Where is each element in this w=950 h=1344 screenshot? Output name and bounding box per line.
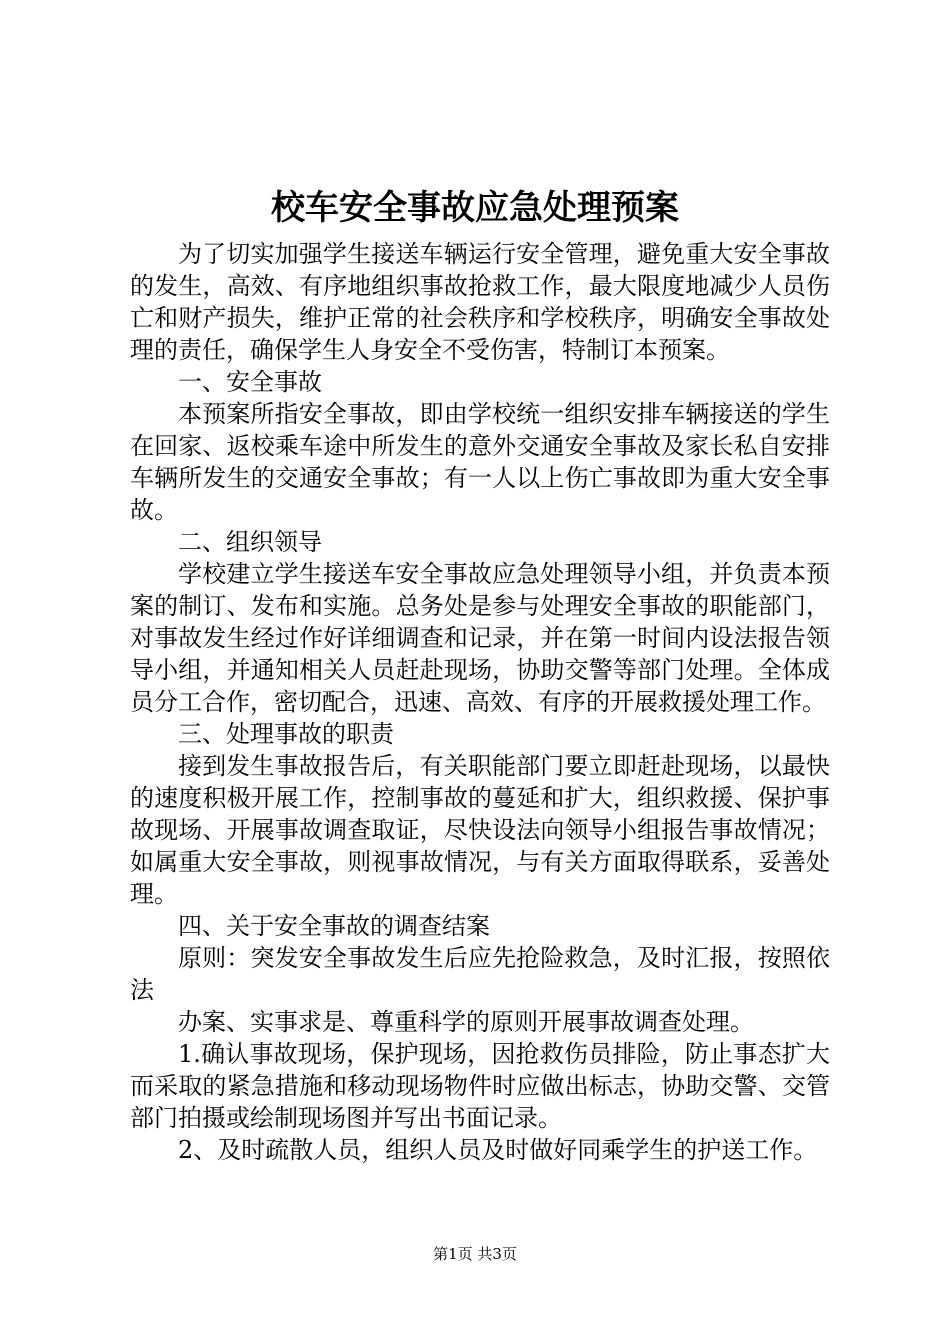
section-4-item-1: 1.确认事故现场，保护现场，因抢救伤员排险，防止事态扩大而采取的紧急措施和移动现场物件时应做出标志，协助交警、交管部门拍摄或绘制现场图并写出书面记录。 <box>130 1040 830 1132</box>
document-title: 校车安全事故应急处理预案 <box>271 188 679 228</box>
section-heading-3: 三、处理事故的职责 <box>178 720 394 748</box>
section-4-item-2: 2、及时疏散人员，组织人员及时做好同乘学生的护送工作。 <box>178 1136 818 1164</box>
page-number-footer: 第1页 共3页 <box>433 1245 517 1263</box>
section-4-principle-continuation: 办案、实事求是、尊重科学的原则开展事故调查处理。 <box>178 1008 754 1036</box>
section-3-paragraph: 接到发生事故报告后，有关职能部门要立即赶赴现场，以最快的速度积极开展工作，控制事故的蔓延和扩大，组织救援、保护事故现场、开展事故调查取证，尽快设法向领导小组报告事故情况；如属重大安全事故，则视事故情况，与有关方面取得联系，妥善处理。 <box>130 752 830 908</box>
document-body <box>130 238 830 1166</box>
section-heading-1: 一、安全事故 <box>178 368 322 396</box>
intro-paragraph: 为了切实加强学生接送车辆运行安全管理，避免重大安全事故的发生，高效、有序地组织事故抢救工作，最大限度地减少人员伤亡和财产损失，维护正常的社会秩序和学校秩序，明确安全事故处理的责任，确保学生人身安全不受伤害，特制订本预案。 <box>130 240 830 364</box>
section-1-paragraph: 本预案所指安全事故，即由学校统一组织安排车辆接送的学生在回家、返校乘车途中所发生的意外交通安全事故及家长私自安排车辆所发生的交通安全事故；有一人以上伤亡事故即为重大安全事故。 <box>130 400 830 524</box>
section-heading-4: 四、关于安全事故的调查结案 <box>178 912 490 940</box>
section-4-principle-paragraph: 原则：突发安全事故发生后应先抢险救急，及时汇报，按照依法 <box>130 944 830 1004</box>
section-2-paragraph: 学校建立学生接送车安全事故应急处理领导小组，并负责本预案的制订、发布和实施。总务处是参与处理安全事故的职能部门，对事故发生经过作好详细调查和记录，并在第一时间内设法报告领导小组，并通知相关人员赶赴现场，协助交警等部门处理。全体成员分工合作，密切配合，迅速、高效、有序的开展救援处理工作。 <box>130 560 830 716</box>
section-heading-2: 二、组织领导 <box>178 528 322 556</box>
